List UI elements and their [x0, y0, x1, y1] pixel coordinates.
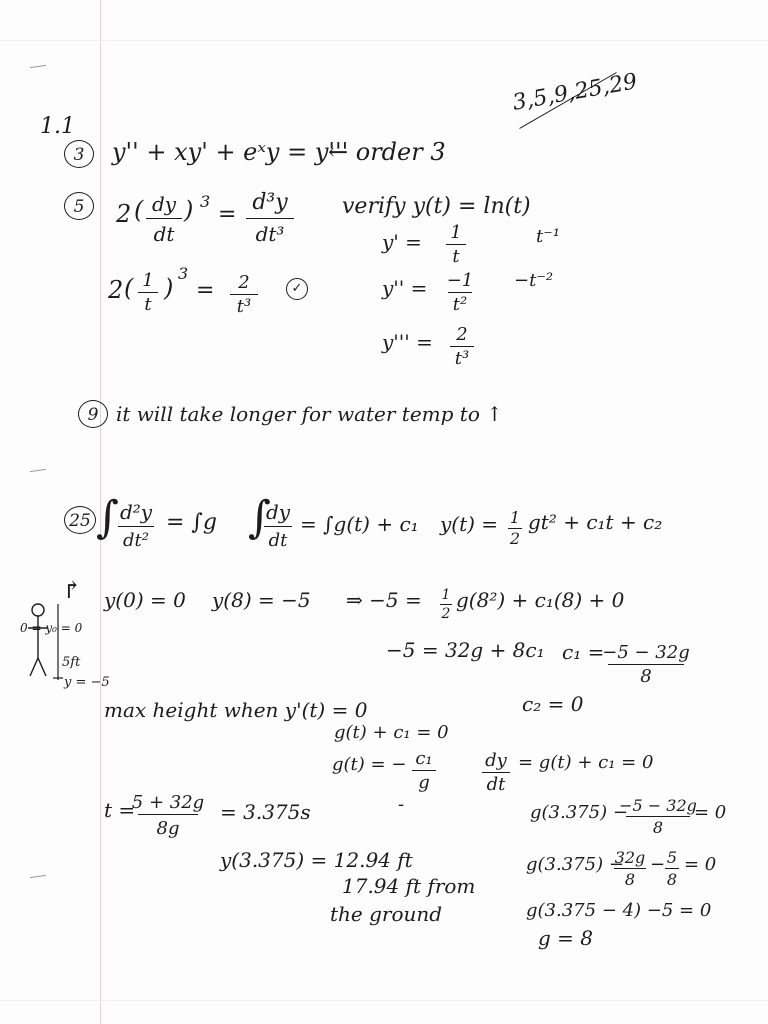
p25-figure-height-label: 5ft — [62, 655, 81, 670]
p25-ic-y0: y(0) = 0 — [104, 588, 186, 612]
fraction-bar — [264, 526, 292, 527]
ruled-line — [0, 40, 768, 41]
p25-figure-top-label: 0 = y₀ = 0 — [20, 621, 83, 635]
p5-ytripleprime-den: t³ — [454, 348, 470, 369]
p25-t-num: 5 + 32g — [131, 792, 205, 813]
p5-check-close-paren: ) — [164, 274, 174, 302]
p5-lhs-coefficient: 2 — [116, 200, 132, 228]
p25-step1-num: −5 − 32g — [619, 796, 697, 815]
p25-gt-lhs: g(t) = − — [332, 754, 407, 775]
fraction-bar — [246, 218, 294, 219]
problem-number-9: 9 — [78, 400, 108, 428]
p25-g-result: g = 8 — [538, 926, 593, 950]
p25-c1-den: 8 — [640, 666, 652, 687]
p25-half-num: 1 — [509, 508, 521, 527]
p5-yprime-num: 1 — [450, 222, 462, 243]
p25-gt-den: g — [418, 772, 430, 793]
p25-t-value: = 3.375s — [220, 800, 311, 824]
binder-hole-mark — [30, 875, 46, 878]
fraction-bar — [614, 868, 646, 869]
p25-c1-lhs: c₁ = — [562, 640, 605, 664]
p5-ydoubleprime-num: −1 — [446, 270, 474, 291]
p25-half-den: 2 — [509, 529, 521, 548]
p25-solution-lhs: y(t) = — [440, 512, 499, 536]
problem-number-3: 3 — [64, 140, 94, 168]
binder-hole-mark — [30, 469, 46, 472]
section-number: 1.1 — [40, 114, 75, 139]
arrow-icon: ↱ — [62, 576, 83, 604]
p25-dash: - — [398, 794, 405, 815]
fraction-bar — [440, 604, 452, 605]
fraction-bar — [450, 346, 474, 347]
problem3-order-note: ← order 3 — [328, 138, 446, 166]
p5-ydoubleprime-den: t² — [452, 294, 468, 315]
p25-step2-num2: 5 — [666, 848, 678, 867]
p5-ytripleprime-num: 2 — [456, 324, 468, 345]
p25-int2-den: dt — [268, 530, 288, 551]
p25-int1-rhs: = ∫g — [166, 510, 217, 535]
p25-gt-num: c₁ — [415, 748, 433, 769]
p25-step2-a: g(3.375) − — [526, 854, 624, 875]
assigned-problems: 3,5,9,25,29 — [510, 69, 640, 116]
p25-implies: ⇒ −5 = — [346, 588, 422, 612]
p25-y-at: y(3.375) = 12.94 ft — [220, 848, 413, 872]
fraction-bar — [482, 772, 510, 773]
p5-yprime-label: y' = — [382, 230, 422, 254]
p5-lhs-den: dt — [153, 222, 175, 246]
p25-step2-den2: 8 — [666, 870, 678, 889]
p5-check-num: 1 — [142, 270, 154, 291]
fraction-bar — [138, 814, 198, 815]
p25-implies-half-num: 1 — [441, 587, 451, 603]
problem9-answer: it will take longer for water temp to ↑ — [116, 402, 503, 426]
binder-hole-mark — [30, 65, 46, 68]
integral-sign: ∫ — [248, 492, 271, 543]
p25-t-lhs: t = — [104, 798, 136, 822]
p25-ic-y8: y(8) = −5 — [212, 588, 311, 612]
p5-lhs-exponent: 3 — [200, 192, 211, 211]
p5-rhs-den: dt³ — [255, 222, 285, 246]
p25-step2-minus: − — [650, 854, 666, 875]
p5-ytripleprime-label: y''' = — [382, 330, 433, 354]
p5-ydoubleprime-label: y'' = — [382, 276, 428, 300]
fraction-bar — [665, 868, 679, 869]
fraction-bar — [230, 294, 258, 295]
p5-lhs-num: dy — [151, 192, 177, 216]
p5-check-exponent: 3 — [178, 264, 189, 283]
p5-equals: = — [218, 202, 237, 227]
p5-check-open-paren: ( — [124, 274, 134, 302]
p5-check-coef: 2 — [108, 276, 124, 304]
problem-number-5: 5 — [64, 192, 94, 220]
p25-int1-den: dt² — [123, 530, 149, 551]
fraction-bar — [608, 664, 684, 665]
p25-from-ground-2: the ground — [330, 902, 443, 926]
p25-step3: g(3.375 − 4) −5 = 0 — [526, 900, 712, 921]
p25-c1-num: −5 − 32g — [602, 642, 690, 663]
p25-step2-b: = 0 — [684, 854, 717, 875]
p5-yprime-den: t — [452, 246, 460, 267]
p25-int1-num: d²y — [119, 500, 153, 524]
p25-implies-half-den: 2 — [441, 606, 451, 622]
p25-max-height: max height when y'(t) = 0 — [104, 698, 368, 722]
p25-step1-den: 8 — [652, 818, 664, 837]
p25-gt-c1: g(t) + c₁ = 0 — [334, 722, 449, 743]
p25-t-den: 8g — [156, 818, 180, 839]
p5-rhs-num: d³y — [252, 190, 288, 215]
checkmark-icon: ✓ — [286, 278, 308, 300]
p25-implies-rest: g(8²) + c₁(8) + 0 — [456, 588, 625, 612]
p5-yprime-alt: t⁻¹ — [536, 226, 560, 247]
fraction-bar — [146, 218, 182, 219]
ruled-line — [0, 1000, 768, 1001]
p25-step2-den1: 8 — [624, 870, 636, 889]
p25-c2: c₂ = 0 — [522, 692, 584, 716]
p5-check-rhs-den: t³ — [236, 296, 252, 317]
p5-close-paren: ) — [184, 196, 194, 224]
p25-dydt-num: dy — [485, 750, 507, 771]
p25-figure-bottom-label: y = −5 — [64, 675, 110, 690]
fraction-bar — [118, 526, 154, 527]
problem-number-25: 25 — [64, 506, 96, 534]
p25-dydt-den: dt — [486, 774, 506, 795]
p25-int2-rhs: = ∫g(t) + c₁ — [300, 512, 419, 536]
fraction-bar — [448, 292, 472, 293]
p25-32g-line: −5 = 32g + 8c₁ — [386, 638, 545, 662]
p25-step2-num1: 32g — [614, 848, 646, 867]
p25-solution-rest: gt² + c₁t + c₂ — [528, 510, 663, 534]
p25-step1-a: g(3.375) − — [530, 802, 628, 823]
p25-int2-num: dy — [265, 500, 291, 524]
fraction-bar — [446, 244, 466, 245]
fraction-bar — [138, 292, 158, 293]
integral-sign: ∫ — [96, 492, 119, 543]
problem3-equation: y'' + xy' + eˣy = y''' — [112, 138, 349, 166]
p5-check-equals: = — [196, 278, 215, 303]
p25-from-ground-1: 17.94 ft from — [342, 874, 476, 898]
p5-ydoubleprime-alt: −t⁻² — [514, 270, 554, 291]
p5-open-paren: ( — [134, 196, 144, 224]
fraction-bar — [412, 770, 436, 771]
p25-step1-b: = 0 — [694, 802, 727, 823]
p25-dydt-rest: = g(t) + c₁ = 0 — [518, 752, 654, 773]
fraction-bar — [626, 816, 690, 817]
p5-check-rhs-num: 2 — [238, 272, 250, 293]
p5-verify-statement: verify y(t) = ln(t) — [342, 194, 531, 219]
p5-check-den: t — [144, 294, 152, 315]
